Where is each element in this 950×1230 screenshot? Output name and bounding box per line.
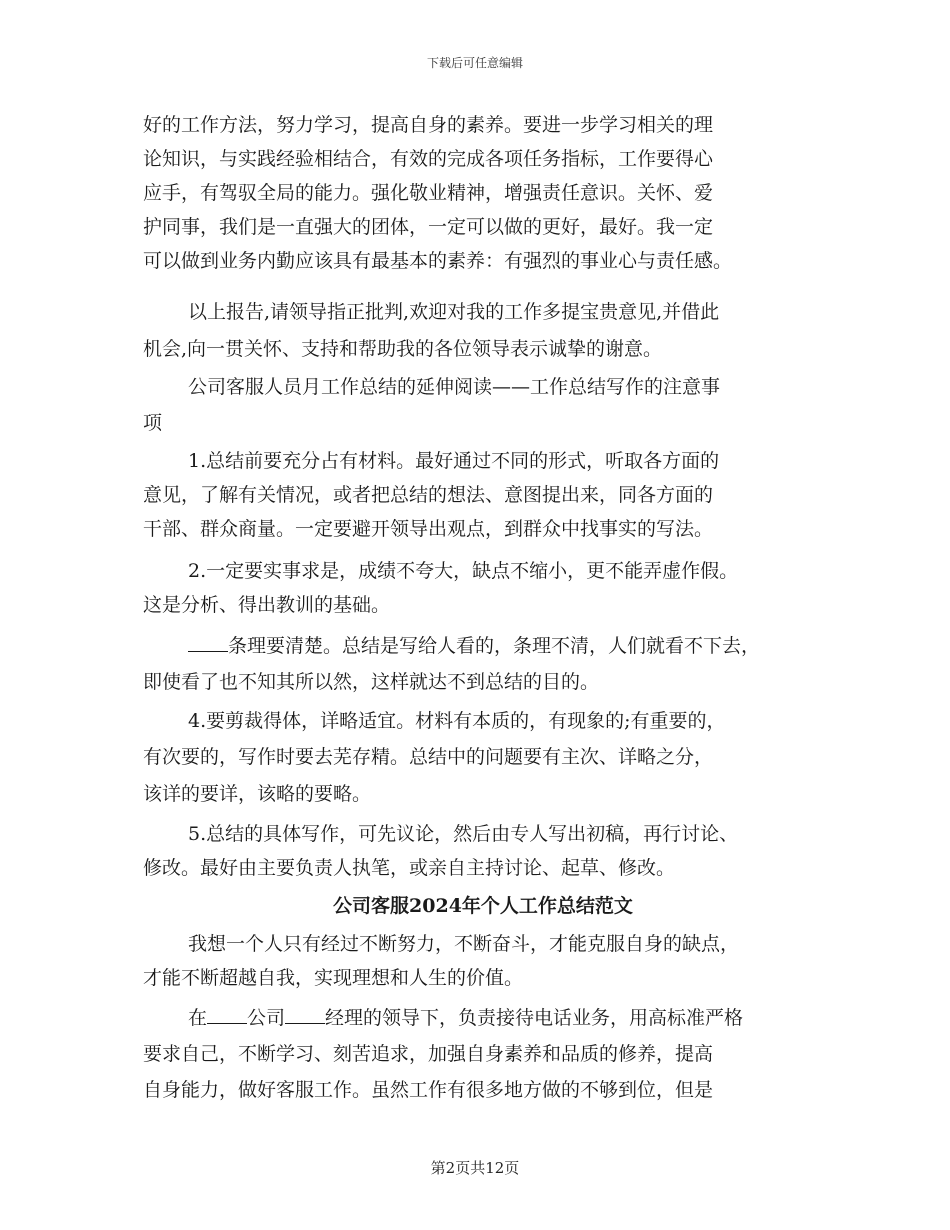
paragraph-line: 自身能力，做好客服工作。虽然工作有很多地方做的不够到位，但是 bbox=[143, 1079, 714, 1101]
paragraph-line: 意见，了解有关情况，或者把总结的想法、意图提出来，同各方面的 bbox=[143, 484, 714, 506]
paragraph-line: 可以做到业务内勤应该具有最基本的素养：有强烈的事业心与责任感。 bbox=[143, 250, 733, 272]
paragraph-text: 经理的领导下，负责接待电话业务，用高标准严格 bbox=[325, 1007, 744, 1029]
paragraph-line: 公司客服人员月工作总结的延伸阅读——工作总结写作的注意事 bbox=[188, 376, 721, 398]
paragraph-line: 4.要剪裁得体，详略适宜。材料有本质的，有现象的;有重要的， bbox=[188, 710, 726, 732]
paragraph-line: 我想一个人只有经过不断努力，不断奋斗，才能克服自身的缺点， bbox=[188, 933, 740, 955]
paragraph-text: 在 bbox=[188, 1007, 208, 1029]
fill-blank bbox=[285, 1003, 325, 1024]
paragraph-text: 公司 bbox=[247, 1007, 286, 1029]
paragraph-line: 要求自己，不断学习、刻苦追求，加强自身素养和品质的修养，提高 bbox=[143, 1043, 714, 1065]
paragraph-line: 才能不断超越自我，实现理想和人生的价值。 bbox=[143, 967, 524, 989]
header-note: 下载后可任意编辑 bbox=[426, 56, 523, 70]
paragraph-line: 机会,向一贯关怀、支持和帮助我的各位领导表示诚挚的谢意。 bbox=[143, 338, 663, 360]
paragraph-line bbox=[188, 629, 760, 663]
paragraph-line: 这是分析、得出教训的基础。 bbox=[143, 594, 391, 616]
fill-blank bbox=[207, 1003, 247, 1024]
fill-blank bbox=[188, 631, 228, 652]
paragraph-line: 护同事，我们是一直强大的团体，一定可以做的更好，最好。我一定 bbox=[143, 216, 714, 238]
paragraph-line: 项 bbox=[143, 412, 163, 434]
paragraph-line: 好的工作方法，努力学习，提高自身的素养。要进一步学习相关的理 bbox=[143, 114, 714, 136]
paragraph-line: 论知识，与实践经验相结合，有效的完成各项任务指标，工作要得心 bbox=[143, 148, 714, 170]
paragraph-line bbox=[188, 1001, 743, 1035]
section-title: 公司客服2024年个人工作总结范文 bbox=[333, 895, 633, 917]
paragraph-line: 有次要的，写作时要去芜存精。总结中的问题要有主次、详略之分， bbox=[143, 746, 714, 768]
paragraph-line: 修改。最好由主要负责人执笔，或亲自主持讨论、起草、修改。 bbox=[143, 857, 676, 879]
paragraph-line: 1.总结前要充分占有材料。最好通过不同的形式，听取各方面的 bbox=[188, 450, 720, 472]
paragraph-line: 即使看了也不知其所以然，这样就达不到总结的目的。 bbox=[143, 671, 600, 693]
paragraph-line: 干部、群众商量。一定要避开领导出观点，到群众中找事实的写法。 bbox=[143, 518, 714, 540]
paragraph-line: 2.一定要实事求是，成绩不夸大，缺点不缩小，更不能弄虚作假。 bbox=[188, 560, 739, 582]
paragraph-line: 5.总结的具体写作，可先议论，然后由专人写出初稿，再行讨论、 bbox=[188, 823, 739, 845]
page-number: 第2页共12页 bbox=[430, 1159, 520, 1177]
paragraph-line: 以上报告,请领导指正批判,欢迎对我的工作多提宝贵意见,并借此 bbox=[188, 301, 720, 323]
paragraph-text: 条理要清楚。总结是写给人看的，条理不清，人们就看不下去， bbox=[228, 635, 761, 657]
paragraph-line: 应手，有驾驭全局的能力。强化敬业精神，增强责任意识。关怀、爱 bbox=[143, 182, 714, 204]
paragraph-line: 该详的要详，该略的要略。 bbox=[143, 783, 372, 805]
